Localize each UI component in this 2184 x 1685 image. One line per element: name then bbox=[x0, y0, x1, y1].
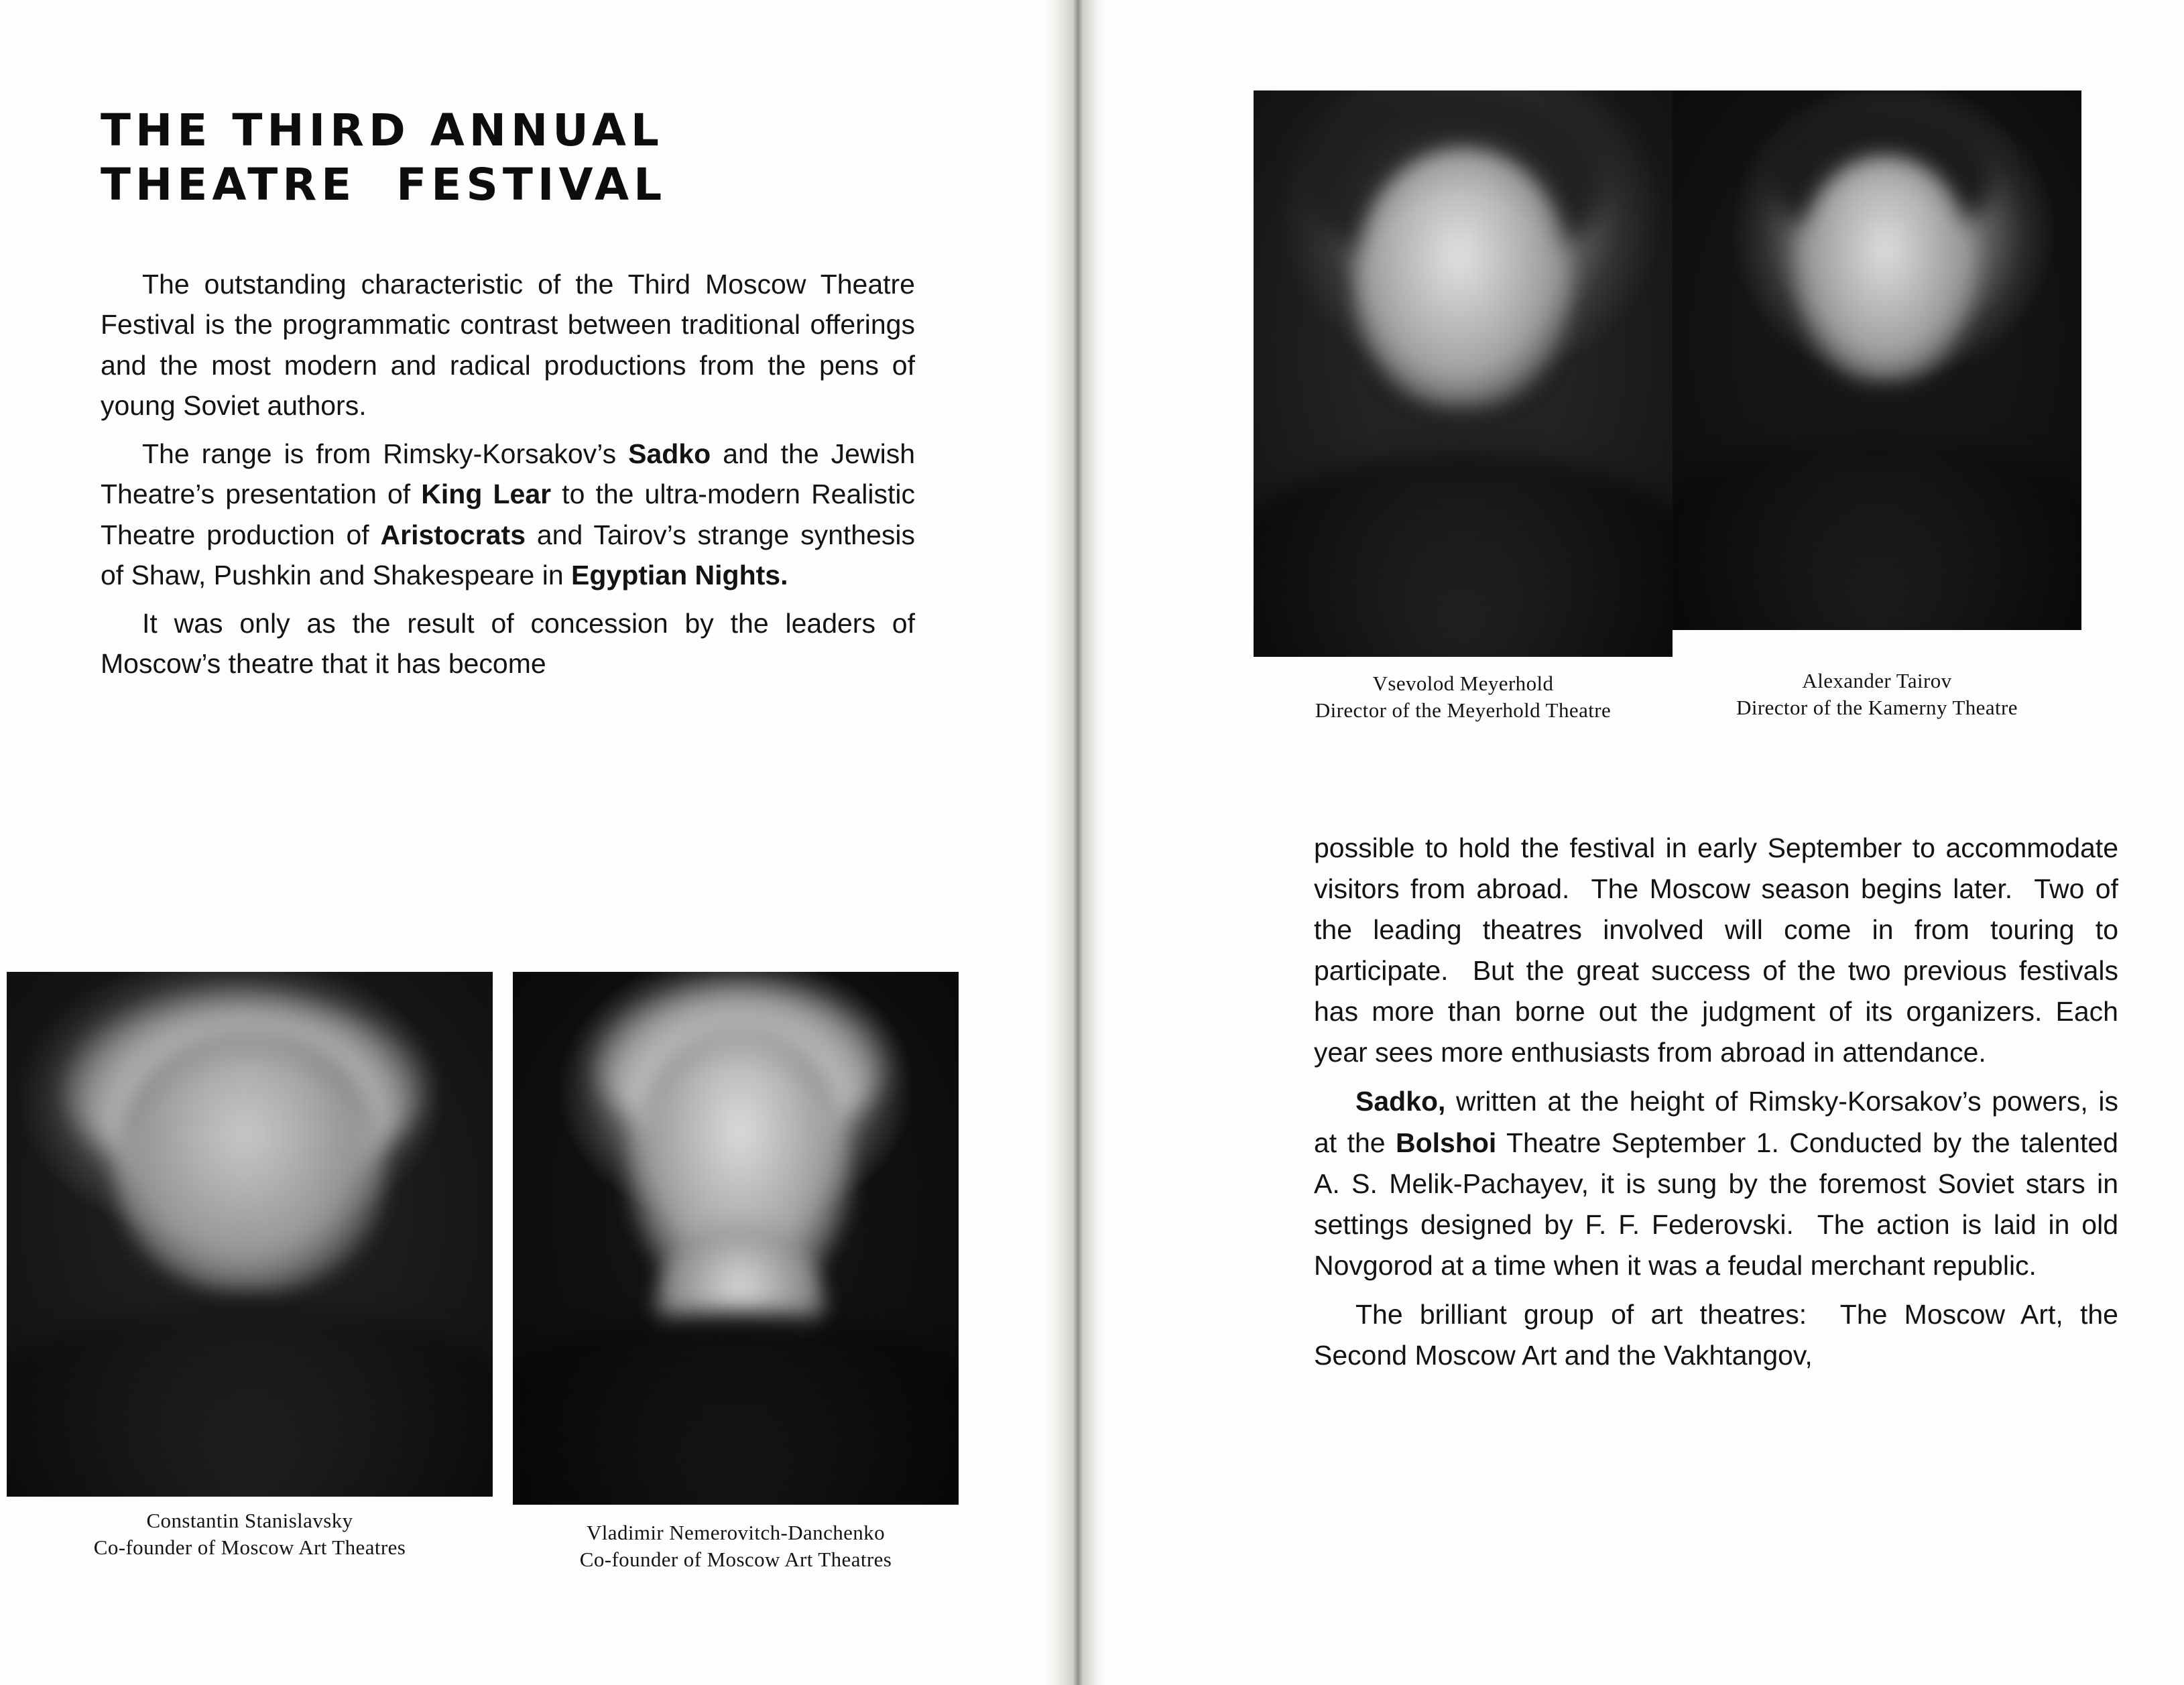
caption-meyerhold-line-1: Vsevolod Meyerhold bbox=[1372, 672, 1554, 695]
caption-stanislavsky bbox=[7, 1507, 493, 1560]
portrait-photo-nemerovitch-danchenko bbox=[513, 972, 959, 1505]
paragraph-right-2: Sadko, written at the height of Rimsky-Korsakov’s powers, is at the Bolshoi Theatre September 1. Conducted by the talented A. S. Melik-Pachayev, it is sung by the foremost Soviet stars in settings designed by F. F. Federovski. The action is laid in old Novgorod at a time when it was a feudal merchant republic. bbox=[1314, 1086, 2118, 1281]
caption-tairov bbox=[1673, 668, 2081, 721]
page-gutter bbox=[1042, 0, 1106, 1685]
caption-tairov-line-2: Director of the Kamerny Theatre bbox=[1736, 695, 2018, 719]
caption-meyerhold-line-2: Director of the Meyerhold Theatre bbox=[1315, 698, 1612, 722]
right-page bbox=[1106, 0, 2184, 1685]
paragraph-right-3: The brilliant group of art theatres: The Moscow Art, the Second Moscow Art and the Vakhtangov, bbox=[1314, 1298, 2118, 1371]
emphasis-egyptian-nights: Egyptian Nights. bbox=[571, 559, 788, 590]
caption-meyerhold bbox=[1254, 670, 1673, 723]
caption-stanislavsky-line-2: Co-founder of Moscow Art Theatres bbox=[93, 1535, 406, 1559]
paragraph-left-1: The outstanding characteristic of the Third Moscow Theatre Festival is the programmatic contrast between traditional offerings and the most modern and radical productions from the pens of young Soviet authors. bbox=[101, 269, 915, 421]
right-figure-group bbox=[1254, 90, 2081, 723]
caption-tairov-line-1: Alexander Tairov bbox=[1802, 669, 1952, 692]
figure-tairov bbox=[1673, 90, 2081, 723]
figure-stanislavsky bbox=[7, 972, 493, 1572]
left-figure-group bbox=[7, 972, 1032, 1572]
portrait-photo-tairov bbox=[1673, 90, 2081, 630]
paragraph-left-2: The range is from Rimsky-Korsakov’s Sadko and the Jewish Theatre’s presentation of King Lear to the ultra-modern Realistic Theatre production of Aristocrats and Tairov’s strange synthesis of Shaw, Pushkin and Shakespeare in Egyptian Nights. bbox=[101, 438, 915, 590]
caption-nemerovitch-line-1: Vladimir Nemerovitch-Danchenko bbox=[587, 1521, 885, 1544]
page-title-line-1: THE THIRD ANNUAL bbox=[101, 105, 664, 156]
left-page bbox=[0, 0, 1042, 1685]
paragraph-left-3: It was only as the result of concession by the leaders of Moscow’s theatre that it has become bbox=[101, 608, 915, 680]
page-title-line-2: THEATRE FESTIVAL bbox=[101, 158, 667, 210]
figure-meyerhold bbox=[1254, 90, 1673, 723]
caption-stanislavsky-line-1: Constantin Stanislavsky bbox=[146, 1509, 353, 1532]
caption-nemerovitch-danchenko bbox=[513, 1519, 959, 1572]
emphasis-aristocrats: Aristocrats bbox=[380, 519, 526, 550]
emphasis-sadko: Sadko bbox=[628, 438, 711, 470]
page-title bbox=[101, 104, 1042, 212]
left-body-text bbox=[101, 264, 915, 684]
portrait-photo-stanislavsky bbox=[7, 972, 493, 1497]
emphasis-sadko-right: Sadko, bbox=[1355, 1086, 1446, 1117]
figure-nemerovitch-danchenko bbox=[513, 972, 959, 1572]
right-body-text bbox=[1314, 828, 2118, 1376]
portrait-photo-meyerhold bbox=[1254, 90, 1673, 657]
emphasis-king-lear: King Lear bbox=[421, 479, 552, 510]
paragraph-right-1: possible to hold the festival in early September to accommodate visitors from abroad. The Moscow season begins later. Two of the leading theatres involved will come in from touring to participate. But the great success of the two previous festivals has more than borne out the judgment of its organizers. Each year sees more enthusiasts from abroad in attendance. bbox=[1314, 832, 2118, 1068]
caption-nemerovitch-line-2: Co-founder of Moscow Art Theatres bbox=[579, 1547, 892, 1571]
emphasis-bolshoi: Bolshoi bbox=[1396, 1127, 1497, 1158]
